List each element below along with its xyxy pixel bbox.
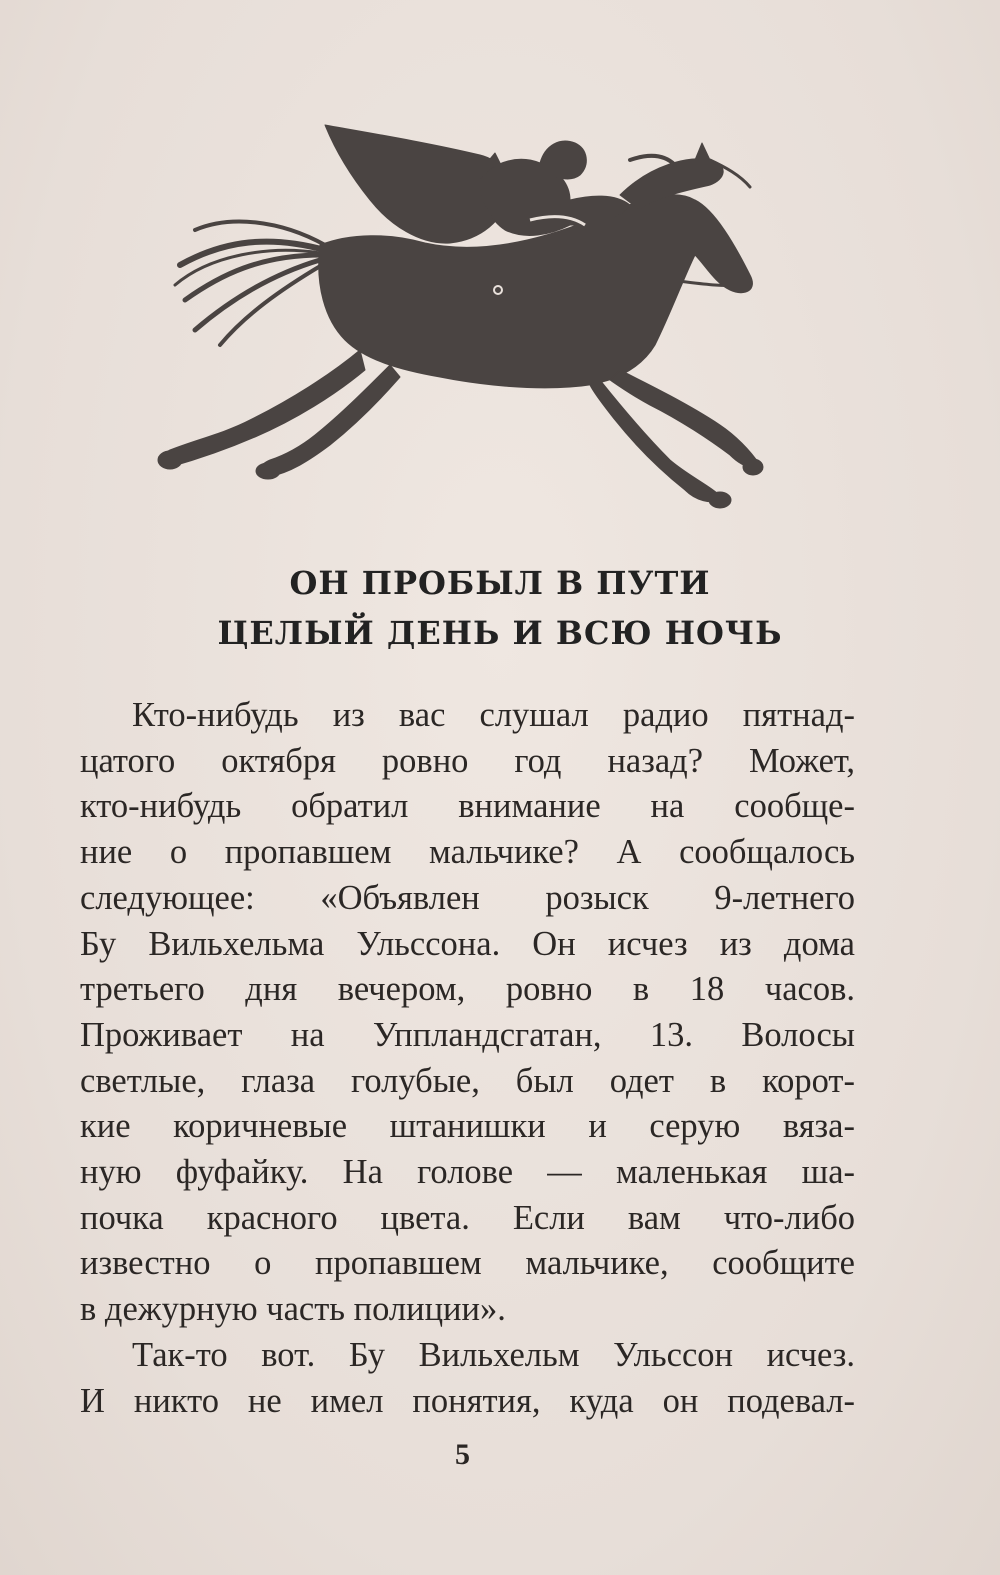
text-line: И никто не имел понятия, куда он подевал-	[80, 1381, 855, 1420]
text-line: кие коричневые штанишки и серую вяза-	[80, 1107, 855, 1146]
text-line: Проживает на Упплaндсгатан, 13. Волосы	[80, 1015, 855, 1054]
chapter-title-line-2: ЦЕЛЫЙ ДЕНЬ И ВСЮ НОЧЬ	[217, 614, 783, 652]
text-line: Кто-нибудь из вас слушал радио пятнад-	[132, 696, 855, 734]
chapter-title-line-1: ОН ПРОБЫЛ В ПУТИ	[289, 564, 711, 602]
winged-horse-rider-silhouette-icon	[150, 115, 770, 510]
text-line: третьего дня вечером, ровно в 18 часов.	[80, 970, 855, 1009]
paragraph-2	[80, 1333, 855, 1424]
page-number: 5	[455, 1438, 470, 1471]
text-line: Так-то вот. Бу Вильхельм Ульссон исчез.	[132, 1335, 855, 1374]
text-line: почка красного цвета. Если вам что-либо	[80, 1198, 855, 1237]
text-line: в дежурную часть полиции».	[80, 1290, 506, 1329]
chapter-title	[0, 558, 1000, 658]
body-text	[80, 693, 855, 1424]
text-line: цатого октября ровно год назад? Может,	[80, 741, 855, 780]
text-line: светлые, глаза голубые, был одет в корот-	[80, 1061, 855, 1100]
text-line: Бу Вильхельма Ульссона. Он исчез из дома	[80, 924, 855, 963]
text-line: известно о пропавшем мальчике, сообщите	[80, 1244, 855, 1283]
text-line: ние о пропавшем мальчике? А сообщалось	[80, 833, 855, 872]
paragraph-1	[80, 693, 855, 1333]
text-line: кто-нибудь обратил внимание на сообще-	[80, 787, 855, 826]
text-line: ную фуфайку. На голове — маленькая ша-	[80, 1153, 855, 1192]
text-line: следующее: «Объявлен розыск 9-летнего	[80, 878, 855, 917]
